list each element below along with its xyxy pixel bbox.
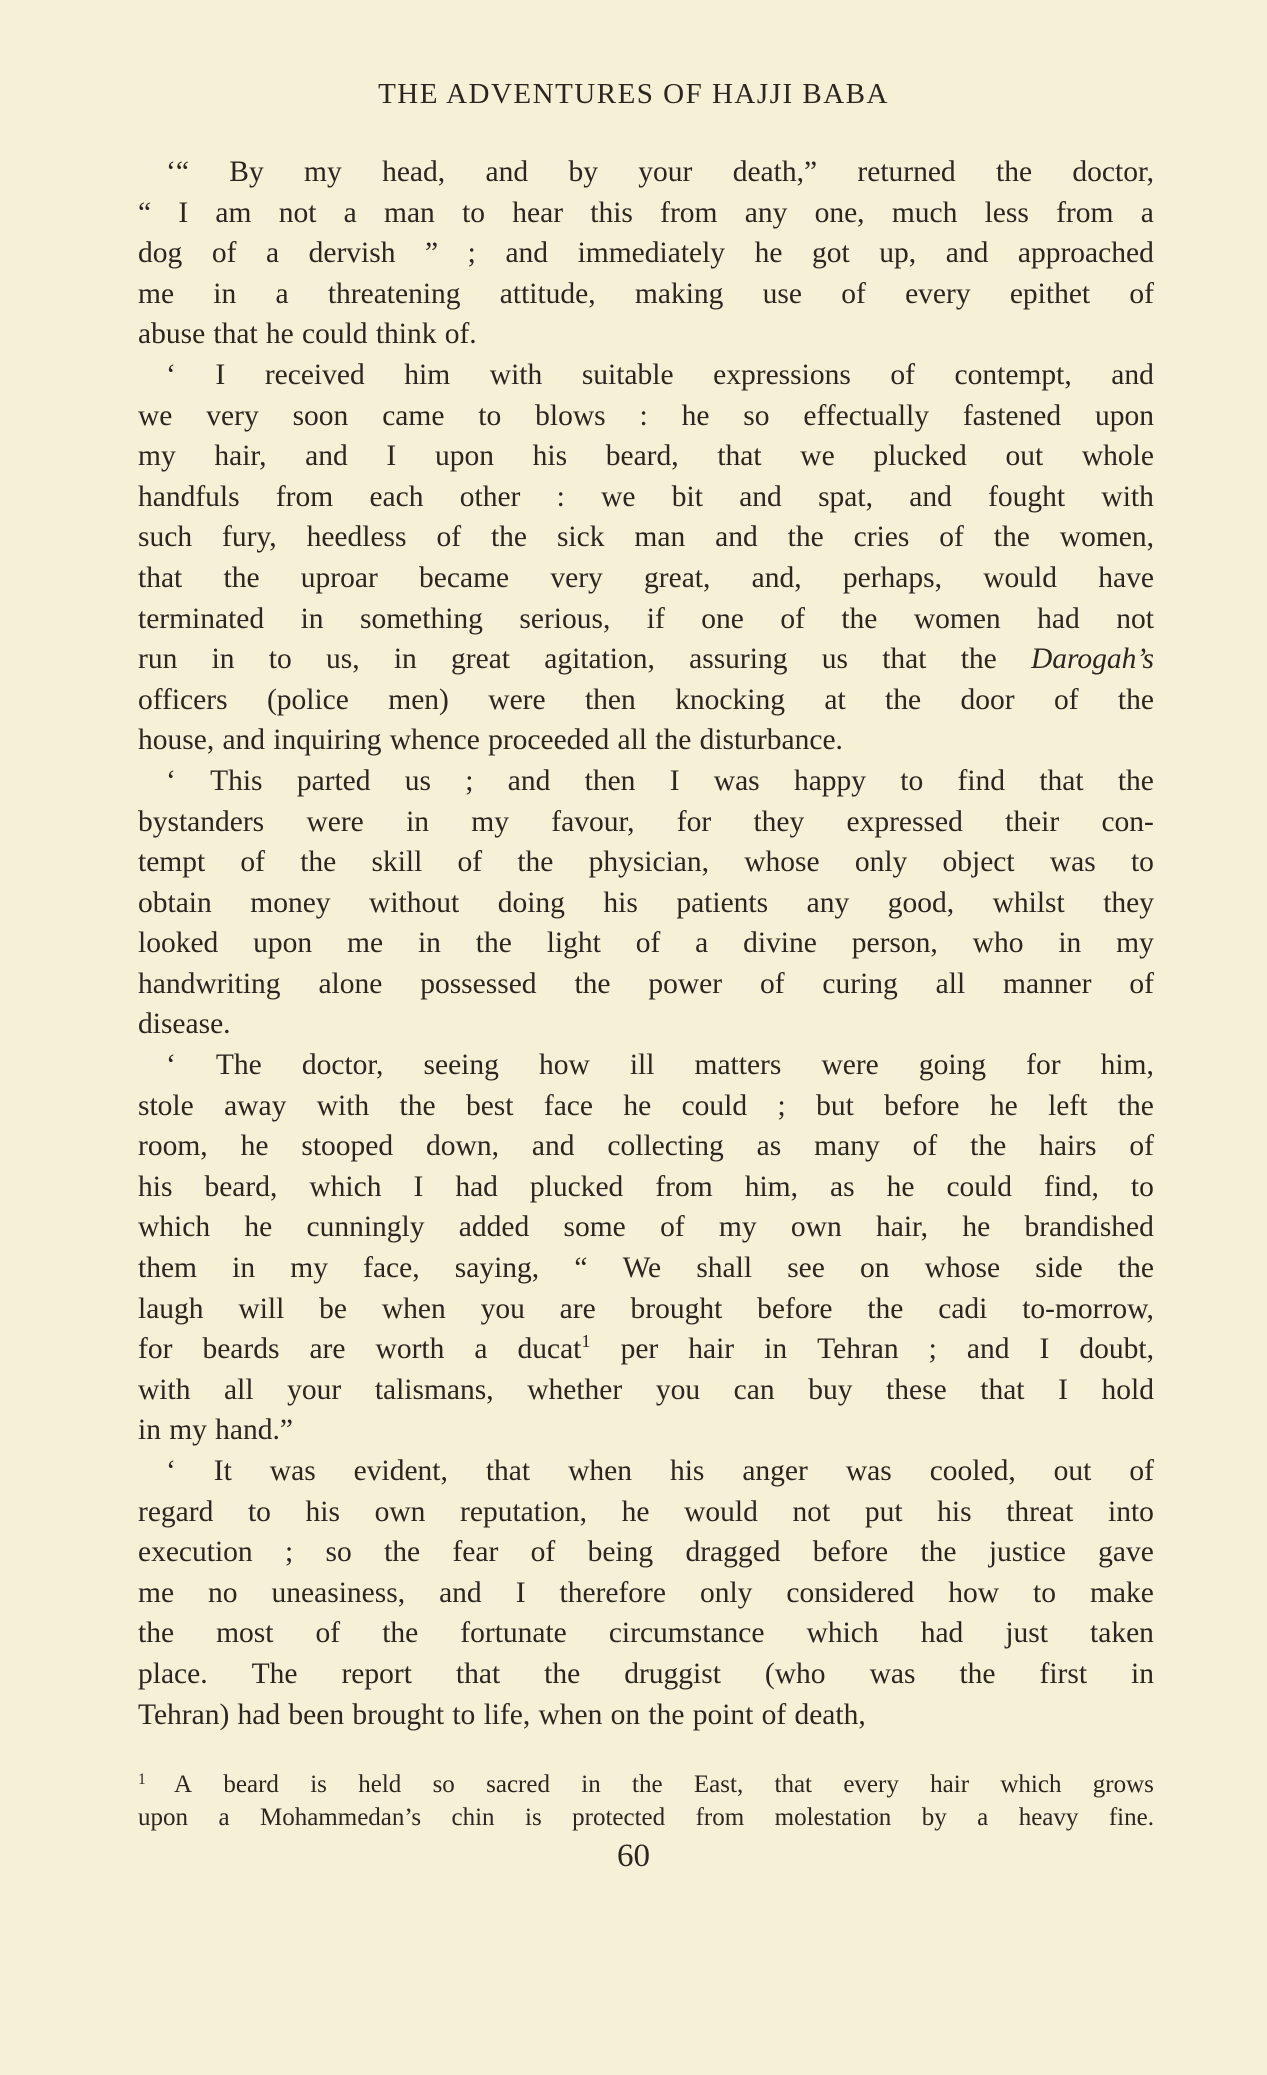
text-line: we very soon came to blows : he so effectually fastened upon (138, 399, 1154, 432)
text-line: disease. (138, 1008, 231, 1041)
text-line: ‘ I received him with suitable expressions of contempt, and (166, 358, 1154, 391)
text-line: dog of a dervish ” ; and immediately he got up, and approached (138, 237, 1154, 270)
page-number: 60 (617, 1838, 650, 1874)
text-line: that the uproar became very great, and, perhaps, would have (138, 561, 1154, 594)
paragraph (138, 152, 1154, 355)
text-line: his beard, which I had plucked from him, as he could find, to (138, 1170, 1154, 1203)
text-line: house, and inquiring whence proceeded all the disturbance. (138, 724, 843, 757)
paragraph (138, 761, 1154, 1045)
text-line: “ I am not a man to hear this from any one, much less from a (138, 196, 1154, 229)
text-line: bystanders were in my favour, for they expressed their con- (138, 805, 1154, 838)
text-line: terminated in something serious, if one of the women had not (138, 602, 1154, 635)
text-line: which he cunningly added some of my own hair, he brandished (138, 1211, 1154, 1244)
footnote (138, 1768, 1154, 1834)
text-line: with all your talismans, whether you can buy these that I hold (138, 1373, 1154, 1406)
text-line: room, he stooped down, and collecting as many of the hairs of (138, 1130, 1154, 1163)
text-line: handwriting alone possessed the power of curing all manner of (138, 967, 1154, 1000)
text-line: regard to his own reputation, he would not put his threat into (138, 1495, 1154, 1528)
paragraph (138, 1045, 1154, 1451)
text-line: ‘ The doctor, seeing how ill matters were going for him, (166, 1049, 1154, 1082)
text-line: ‘“ By my head, and by your death,” returned the doctor, (166, 156, 1154, 188)
text-line: tempt of the skill of the physician, whose only object was to (138, 846, 1154, 879)
text-line: laugh will be when you are brought before the cadi to-morrow, (138, 1292, 1154, 1325)
text-line: ‘ It was evident, that when his anger was cooled, out of (166, 1455, 1154, 1487)
running-head: THE ADVENTURES OF HAJJI BABA (378, 78, 889, 110)
paragraph (138, 1451, 1154, 1735)
body-text (138, 152, 1154, 1735)
text-line: officers (police men) were then knocking at the door of the (138, 683, 1154, 716)
text-line: such fury, heedless of the sick man and the cries of the women, (138, 521, 1154, 554)
text-line: execution ; so the fear of being dragged before the justice gave (138, 1536, 1154, 1569)
text-line: in my hand.” (138, 1414, 293, 1447)
text-line: place. The report that the druggist (who was the first in (138, 1657, 1154, 1690)
text-line: stole away with the best face he could ; but before he left the (138, 1089, 1154, 1122)
text-line: them in my face, saying, “ We shall see on whose side the (138, 1252, 1154, 1285)
text-line: run in to us, in great agitation, assuring us that the Darogah’s (138, 643, 1154, 676)
paragraph (138, 355, 1154, 761)
footnote-line: upon a Mohammedan’s chin is protected from molestation by a heavy fine. (138, 1804, 1154, 1831)
text-line: my hair, and I upon his beard, that we plucked out whole (138, 440, 1154, 473)
text-line: obtain money without doing his patients any good, whilst they (138, 886, 1154, 919)
text-line: looked upon me in the light of a divine person, who in my (138, 927, 1154, 960)
text-line: for beards are worth a ducat$^1$ per hair in Tehran ; and I doubt, (138, 1331, 1154, 1366)
text-line: the most of the fortunate circumstance which had just taken (138, 1617, 1154, 1650)
text-line: me in a threatening attitude, making use of every epithet of (138, 277, 1154, 310)
text-line: Tehran) had been brought to life, when on the point of death, (138, 1698, 866, 1731)
footnote-line: 1 A beard is held so sacred in the East, that every hair which grows (138, 1771, 1154, 1798)
text-line: ‘ This parted us ; and then I was happy to find that the (166, 764, 1154, 797)
text-line: me no uneasiness, and I therefore only considered how to make (138, 1576, 1154, 1609)
text-line: handfuls from each other : we bit and spat, and fought with (138, 480, 1154, 513)
text-line: abuse that he could think of. (138, 318, 477, 351)
